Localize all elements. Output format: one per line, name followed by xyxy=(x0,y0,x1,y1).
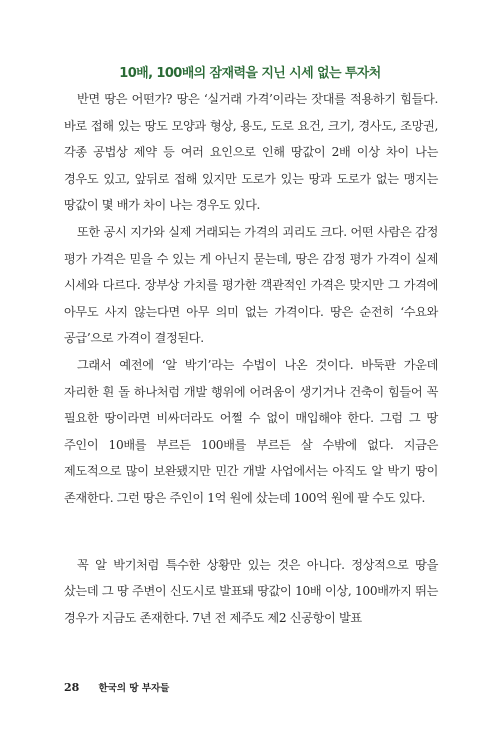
body-text xyxy=(64,86,438,631)
paragraph: 그래서 예전에 ‘알 박기’라는 수법이 나온 것이다. 바둑판 가운데 자리한 흰 돌 하나처럼 개발 행위에 어려움이 생기거나 건축이 힘들어 꼭 필요한 땅이라면 비싸더라도 어쩔 수 없이 매입해야 한다. 그럼 그 땅 주인이 10배를 부르든 100배를 부르든 살 수밖에 없다. 지금은 제도적으로 많이 보완됐지만 민간 개발 사업에서는 아직도 알 박기 땅이 존재한다. 그런 땅은 주인이 1억 원에 샀는데 100억 원에 팔 수도 있다. xyxy=(64,357,438,505)
page-footer xyxy=(64,680,169,694)
section-heading: 10배, 100배의 잠재력을 지닌 시세 없는 투자처 xyxy=(119,66,381,81)
paragraph: 반면 땅은 어떤가? 땅은 ‘실거래 가격’이라는 잣대를 적용하기 힘들다. 바로 접해 있는 땅도 모양과 형상, 용도, 도로 요건, 크기, 경사도, 조망권, 각종 공법상 제약 등 여러 요인으로 인해 땅값이 2배 이상 차이 나는 경우도 있고, 앞뒤로 접해 있지만 도로가 있는 땅과 도로가 없는 맹지는 땅값이 몇 배가 차이 나는 경우도 있다. xyxy=(64,92,438,213)
paragraph: 또한 공시 지가와 실제 거래되는 가격의 괴리도 크다. 어떤 사람은 감정 평가 가격은 믿을 수 있는 게 아닌지 묻는데, 땅은 감정 평가 가격이 실제 시세와 다르다. 장부상 가치를 평가한 객관적인 가격은 맞지만 그 가격에 아무도 사지 않는다면 아무 의미 없는 가격이다. 땅은 순전히 ‘수요와 공급’으로 가격이 결정된다. xyxy=(64,224,438,346)
page-number: 28 xyxy=(64,681,80,694)
book-title: 한국의 땅 부자들 xyxy=(98,683,170,694)
paragraph: 꼭 알 박기처럼 특수한 상황만 있는 것은 아니다. 정상적으로 땅을 샀는데 그 땅 주변이 신도시로 발표돼 땅값이 10배 이상, 100배까지 뛰는 경우가 지금도 존재한다. 7년 전 제주도 제2 신공항이 발표 xyxy=(64,557,438,625)
paragraph-gap xyxy=(64,512,438,552)
